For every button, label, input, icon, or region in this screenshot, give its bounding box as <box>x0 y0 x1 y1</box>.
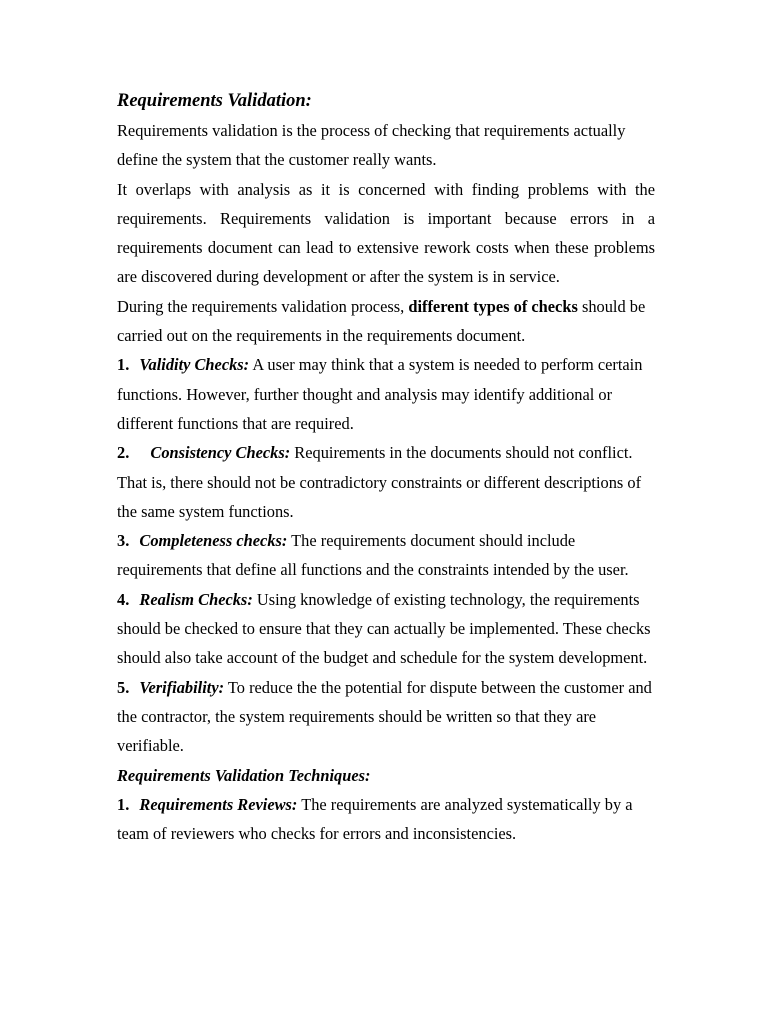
check-item-number: 2. <box>117 443 130 463</box>
intro-paragraph-1: Requirements validation is the process of checking that requirements actually define the system that the customer really wants. <box>117 121 626 170</box>
intro-paragraph-3-tail: should be carried out on the requirements in the requirements document. <box>117 296 646 346</box>
check-item-text: Requirements in the documents should not conflict. That is, there should not be contradictory constraints or different descriptions of the same system functions. <box>117 443 642 521</box>
check-item-term: Realism Checks: <box>139 589 253 609</box>
page-title: Requirements Validation: <box>117 91 312 111</box>
check-item-term: Completeness checks: <box>139 531 288 551</box>
check-item-consistency <box>117 438 655 526</box>
check-item-text: A user may think that a system is needed to perform certain functions. However, further thought and analysis may identify additional or different functions that are required. <box>117 355 643 433</box>
techniques-heading: Requirements Validation Techniques: <box>117 765 371 785</box>
intro-paragraph-3 <box>117 292 655 351</box>
check-item-number: 1. <box>117 355 130 375</box>
check-item-validity <box>117 350 655 438</box>
technique-item-number: 1. <box>117 794 130 814</box>
technique-item-text: The requirements are analyzed systematically by a team of reviewers who checks for errors and inconsistencies. <box>117 794 633 844</box>
check-item-text: To reduce the the potential for dispute between the customer and the contractor, the system requirements should be written so that they are verifiable. <box>117 677 652 756</box>
technique-item-term: Requirements Reviews: <box>139 794 298 814</box>
check-item-term: Verifiability: <box>139 677 225 697</box>
intro-paragraph-3-lead: During the requirements validation process, <box>117 296 405 316</box>
check-item-number: 4. <box>117 589 130 609</box>
check-item-term: Validity Checks: <box>139 355 250 375</box>
check-item-number: 5. <box>117 677 130 697</box>
intro-paragraph-2: It overlaps with analysis as it is concerned with finding problems with the requirements. Requirements validation is important because errors in a requirements document can lead to extensive rework costs when these problems are discovered during development or after the system is in service. <box>117 179 655 287</box>
check-item-text: The requirements document should include requirements that define all functions and the constraints intended by the user. <box>117 531 629 580</box>
intro-paragraph-3-emphasis: different types of checks <box>408 296 578 316</box>
check-item-verifiability <box>117 673 655 761</box>
check-item-realism <box>117 585 655 673</box>
check-item-completeness <box>117 526 655 585</box>
check-item-number: 3. <box>117 531 130 551</box>
document-page <box>117 86 655 848</box>
check-item-term: Consistency Checks: <box>150 443 291 463</box>
check-item-text: Using knowledge of existing technology, the requirements should be checked to ensure that they can actually be implemented. These checks should also take account of the budget and schedule for the system development. <box>117 589 651 668</box>
technique-item-reviews <box>117 790 655 849</box>
